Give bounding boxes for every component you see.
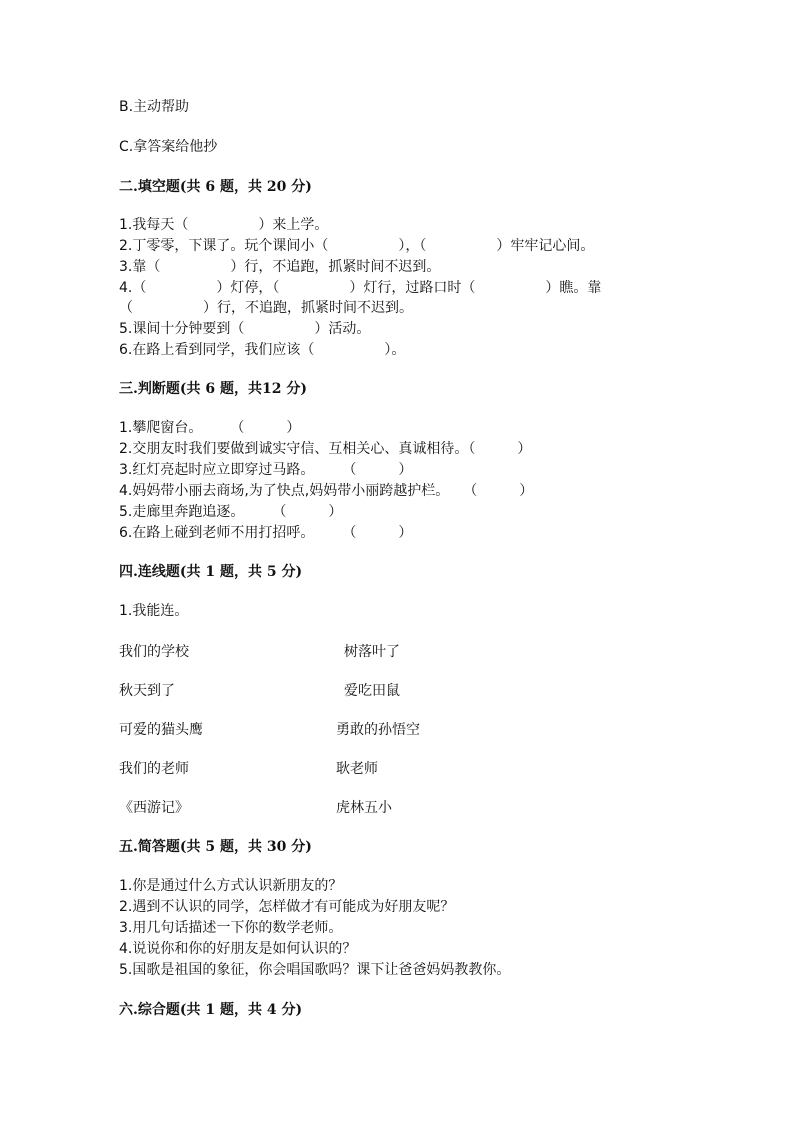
judge-item-6: 6.在路上碰到老师不用打招呼。 （ ）: [119, 525, 413, 541]
matching-left-1: 我们的学校: [119, 644, 189, 660]
judge-item-4: 4.妈妈带小丽去商场,为了快点,妈妈带小丽跨越护栏。 （ ）: [119, 483, 534, 499]
section-short-answer-heading: 五.简答题(共 5 题，共 30 分): [119, 839, 312, 855]
option-b: B.主动帮助: [119, 99, 190, 115]
fill-blank-item-6: 6.在路上看到同学，我们应该（ ）。: [119, 342, 406, 358]
matching-left-2: 秋天到了: [119, 683, 175, 699]
judge-item-5: 5.走廊里奔跑追逐。 （ ）: [119, 504, 343, 520]
matching-right-3: 勇敢的孙悟空: [336, 722, 420, 738]
judge-item-1: 1.攀爬窗台。 （ ）: [119, 420, 301, 436]
section-judge-heading: 三.判断题(共 6 题，共12 分): [119, 381, 307, 397]
matching-left-4: 我们的老师: [119, 761, 189, 777]
section-fill-blank-heading: 二.填空题(共 6 题，共 20 分): [119, 179, 312, 195]
fill-blank-item-4: 4.（ ）灯停，（ ）灯行，过路口时（ ）瞧。靠: [119, 280, 602, 296]
fill-blank-item-3: 3.靠（ ）行，不追跑，抓紧时间不迟到。: [119, 259, 441, 275]
short-answer-item-1: 1.你是通过什么方式认识新朋友的？: [119, 878, 343, 894]
option-c: C.拿答案给他抄: [119, 139, 218, 155]
matching-right-5: 虎林五小: [336, 800, 392, 816]
short-answer-item-3: 3.用几句话描述一下你的数学老师。: [119, 920, 343, 936]
judge-item-3: 3.红灯亮起时应立即穿过马路。 （ ）: [119, 462, 413, 478]
section-matching-heading: 四.连线题(共 1 题，共 5 分): [119, 564, 303, 580]
matching-right-1: 树落叶了: [344, 644, 400, 660]
short-answer-item-2: 2.遇到不认识的同学，怎样做才有可能成为好朋友呢？: [119, 899, 455, 915]
fill-blank-item-4-cont: （ ）行，不追跑，抓紧时间不迟到。: [119, 300, 413, 316]
matching-left-5: 《西游记》: [119, 800, 189, 816]
fill-blank-item-1: 1.我每天（ ）来上学。: [119, 217, 329, 233]
section-comprehensive-heading: 六.综合题(共 1 题，共 4 分): [119, 1002, 303, 1018]
short-answer-item-4: 4.说说你和你的好朋友是如何认识的？: [119, 941, 357, 957]
fill-blank-item-2: 2.丁零零，下课了。玩个课间小（ ），（ ）牢牢记心间。: [119, 238, 595, 254]
matching-prompt: 1.我能连。: [119, 603, 189, 619]
matching-right-2: 爱吃田鼠: [344, 683, 400, 699]
fill-blank-item-5: 5.课间十分钟要到（ ）活动。: [119, 321, 371, 337]
short-answer-item-5: 5.国歌是祖国的象征，你会唱国歌吗？课下让爸爸妈妈教教你。: [119, 962, 511, 978]
matching-right-4: 耿老师: [336, 761, 378, 777]
matching-left-3: 可爱的猫头鹰: [119, 722, 203, 738]
judge-item-2: 2.交朋友时我们要做到诚实守信、互相关心、真诚相待。（ ）: [119, 441, 532, 457]
